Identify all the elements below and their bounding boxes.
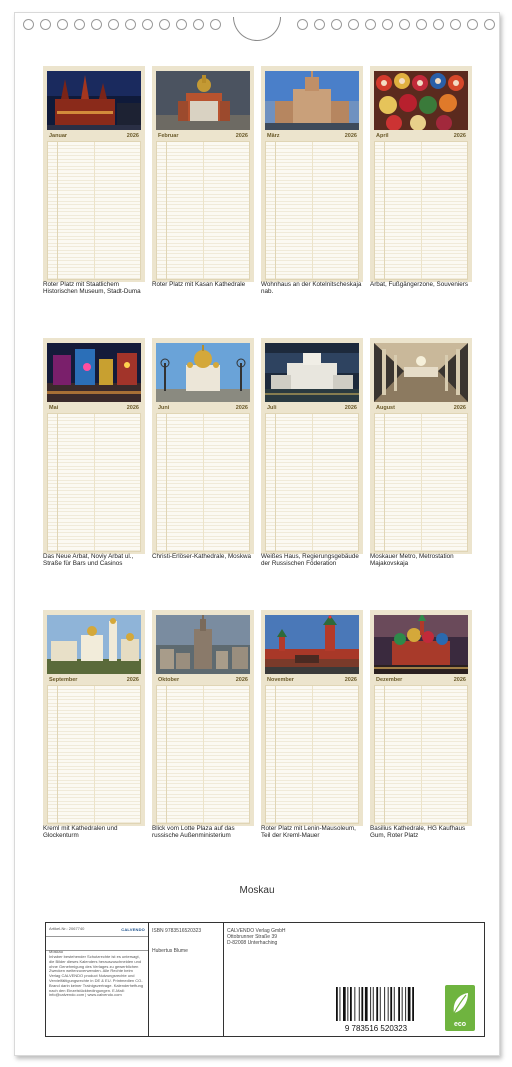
binding-hole <box>450 19 461 30</box>
publisher-city: D-82008 Unterhaching <box>227 940 278 946</box>
footer-middle-column <box>149 923 224 1036</box>
month-header <box>47 131 141 140</box>
month-header <box>265 675 359 684</box>
month-name: Februar <box>158 132 179 139</box>
legal-text: Inhaber bestehender Schutzrechte ist es untersagt, die Bilder dieses Kalenders herauszuschneiden und ohne Genehmigung des Verlages zu gewerblichen Zwecken weiterzuverwenden. Alle Rechte beim Verlag CALVENDO product Nutzungsrechte und Vervielfältigungsrechte in DE & EU. Printmedien CO-Brand darin keiner Trainigsvertrage. Kalenderheftung nach den Einzelstückbedingungen. E-Mail: info@calvendo.com | www.calvendo.com <box>49 954 144 998</box>
planner-lines <box>265 141 359 280</box>
planner-lines <box>265 685 359 824</box>
calendar-title: Moskau <box>239 885 275 896</box>
hanger-cutout <box>233 17 281 41</box>
month-name: September <box>49 676 78 683</box>
month-header <box>265 131 359 140</box>
month-name: Juni <box>158 404 170 411</box>
planner-lines <box>374 685 468 824</box>
month-header <box>47 403 141 412</box>
month-header <box>47 675 141 684</box>
kremlin-cathedrals-photo <box>47 615 141 674</box>
month-card <box>370 66 472 282</box>
binding-hole <box>382 19 393 30</box>
article-row <box>46 923 148 937</box>
planner-lines <box>265 413 359 552</box>
st-basils-cathedral-photo <box>374 615 468 674</box>
month-card <box>43 338 145 554</box>
footer-left-column <box>46 923 149 1036</box>
binding-hole <box>314 19 325 30</box>
month-card <box>370 338 472 554</box>
isbn: ISBN 9783516520323 <box>152 928 202 934</box>
photo-caption: Christi-Erlöser-Kathedrale, Moskwa <box>152 553 252 560</box>
binding-hole <box>40 19 51 30</box>
photo-caption: Roter Platz mit Kasan Kathedrale <box>152 281 246 288</box>
month-year: 2026 <box>344 404 357 411</box>
matryoshka-souvenirs-photo <box>374 71 468 130</box>
month-year: 2026 <box>453 404 466 411</box>
planner-lines <box>47 141 141 280</box>
planner-lines <box>156 141 250 280</box>
month-year: 2026 <box>453 132 466 139</box>
binding-hole <box>365 19 376 30</box>
binding-hole <box>193 19 204 30</box>
footer-right-column <box>224 923 485 1036</box>
author: Hubertus Blume <box>152 948 188 954</box>
month-header <box>156 131 250 140</box>
subtitle-row <box>46 937 148 954</box>
month-header <box>374 675 468 684</box>
month-year: 2026 <box>344 132 357 139</box>
planner-lines <box>374 141 468 280</box>
photo-caption: Arbat, Fußgängerzone, Souveniers <box>370 281 469 288</box>
new-arbat-night-photo <box>47 343 141 402</box>
month-card <box>261 610 363 826</box>
binding-hole <box>484 19 495 30</box>
month-card <box>152 610 254 826</box>
eco-label: eco <box>453 1021 467 1028</box>
product-info-footer <box>45 922 485 1037</box>
photo-caption: Roter Platz mit Lenin-Mausoleum, Teil der Kreml-Mauer <box>261 825 356 840</box>
article-number: Artikel-Nr.: 2067740 <box>49 926 85 932</box>
kotelnicheskaya-building-photo <box>265 71 359 130</box>
month-header <box>374 403 468 412</box>
binding-hole <box>297 19 308 30</box>
photo-caption: Kreml mit Kathedralen und Glockenturm <box>43 825 118 840</box>
month-card <box>261 338 363 554</box>
month-name: August <box>376 404 395 411</box>
month-card <box>152 338 254 554</box>
binding-hole <box>176 19 187 30</box>
planner-lines <box>156 413 250 552</box>
photo-caption: Das Neue Arbat, Noviy Arbat ul., Straße für Bars und Casinos <box>43 553 134 568</box>
month-year: 2026 <box>235 132 248 139</box>
month-year: 2026 <box>235 404 248 411</box>
binding-holes <box>15 19 499 33</box>
photo-caption: Blick vom Lotte Plaza auf das russische Außenministerium <box>152 825 235 840</box>
binding-hole <box>159 19 170 30</box>
footer-subtitle: Moskau <box>49 949 64 954</box>
binding-hole <box>74 19 85 30</box>
photo-caption: Wohnhaus an der Kotelnitscheskaja nab. <box>261 281 362 296</box>
leaf-icon <box>450 991 470 1017</box>
month-card <box>43 610 145 826</box>
photo-caption: Weißes Haus, Regierungsgebäude der Russischen Föderation <box>261 553 359 568</box>
binding-hole <box>399 19 410 30</box>
month-header <box>374 131 468 140</box>
month-year: 2026 <box>235 676 248 683</box>
month-name: Januar <box>49 132 68 139</box>
eco-badge <box>445 985 475 1031</box>
month-card <box>370 610 472 826</box>
planner-lines <box>374 413 468 552</box>
red-square-historical-museum-photo <box>47 71 141 130</box>
barcode <box>332 985 420 1033</box>
kazan-cathedral-photo <box>156 71 250 130</box>
photo-caption: Roter Platz mit Staatlichem Historischen Museum, Stadt-Duma <box>43 281 141 296</box>
binding-hole <box>416 19 427 30</box>
lenin-mausoleum-photo <box>265 615 359 674</box>
metro-station-photo <box>374 343 468 402</box>
barcode-number: 9 783516 520323 <box>344 1024 408 1033</box>
month-name: März <box>267 132 280 139</box>
binding-hole <box>348 19 359 30</box>
binding-hole <box>23 19 34 30</box>
publisher-logo: CALVENDO <box>121 927 145 932</box>
month-name: November <box>267 676 294 683</box>
planner-lines <box>156 685 250 824</box>
publisher-street: Ottobrunner Straße 39 <box>227 934 278 940</box>
binding-hole <box>433 19 444 30</box>
month-name: Juli <box>267 404 277 411</box>
binding-hole <box>142 19 153 30</box>
planner-lines <box>47 413 141 552</box>
month-card <box>261 66 363 282</box>
month-year: 2026 <box>126 132 139 139</box>
binding-hole <box>57 19 68 30</box>
binding-hole <box>91 19 102 30</box>
planner-lines <box>47 685 141 824</box>
month-year: 2026 <box>453 676 466 683</box>
month-name: Dezember <box>376 676 403 683</box>
month-name: Mai <box>49 404 59 411</box>
binding-hole <box>210 19 221 30</box>
white-house-photo <box>265 343 359 402</box>
month-card <box>43 66 145 282</box>
binding-hole <box>125 19 136 30</box>
foreign-ministry-photo <box>156 615 250 674</box>
month-name: April <box>376 132 389 139</box>
binding-hole <box>467 19 478 30</box>
month-card <box>152 66 254 282</box>
month-header <box>265 403 359 412</box>
month-header <box>156 675 250 684</box>
month-header <box>156 403 250 412</box>
publisher-name: CALVENDO Verlag GmbH <box>227 928 286 934</box>
month-year: 2026 <box>344 676 357 683</box>
binding-hole <box>108 19 119 30</box>
calendar-page <box>14 12 500 1056</box>
month-year: 2026 <box>126 676 139 683</box>
photo-caption: Moskauer Metro, Metrostation Majakovskaja <box>370 553 454 568</box>
month-year: 2026 <box>126 404 139 411</box>
month-name: Oktober <box>158 676 180 683</box>
photo-caption: Basilius Kathedrale, HG Kaufhaus Gum, Roter Platz <box>370 825 466 840</box>
binding-hole <box>331 19 342 30</box>
christ-the-saviour-cathedral-photo <box>156 343 250 402</box>
